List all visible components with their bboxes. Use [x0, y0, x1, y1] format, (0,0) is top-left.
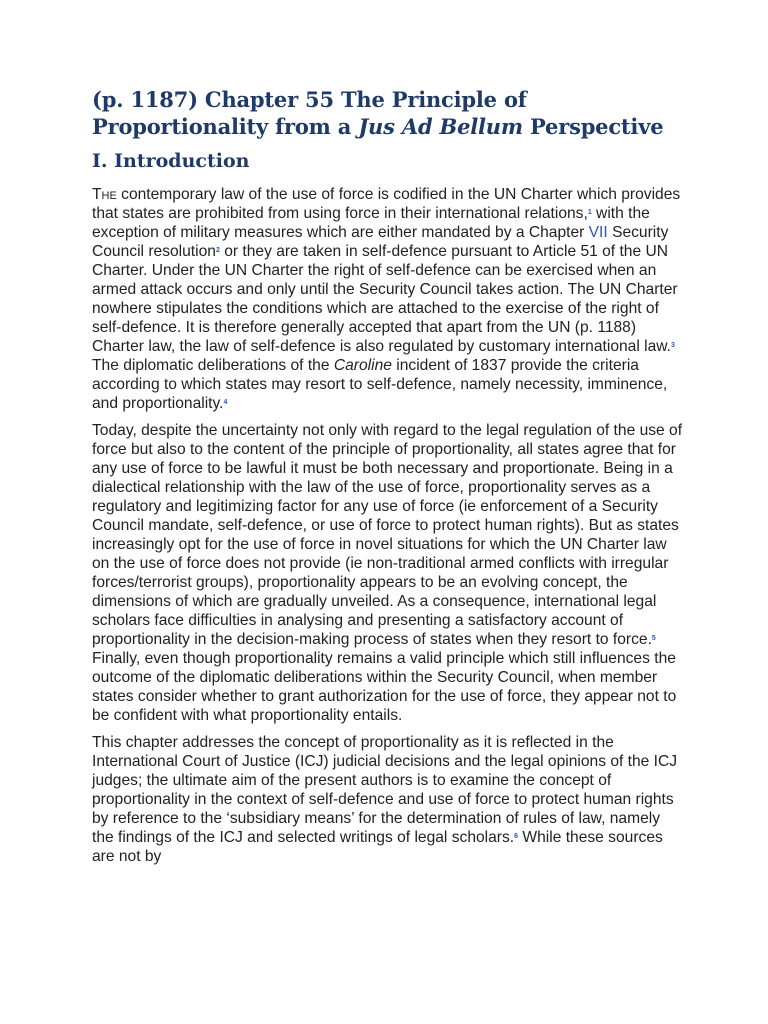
p1-text-3: Security Council resolution — [92, 224, 669, 260]
p3-text-2: While these sources are not by — [92, 829, 663, 865]
paragraph-3 — [92, 733, 684, 866]
document-page — [92, 86, 684, 874]
p2-text-1: Today, despite the uncertainty not only with regard to the legal regulation of the use of force but also to the content of the principle of proportionality, all states agree that for any use of force to be lawful it must be both necessary and proportionate. Being in a dialectical relationship with the law of the use of force, proportionality serves as a regulatory and legitimizing factor for any use of force (ie enforcement of a Security Council mandate, self-defence, or use of force to protect human rights). But as states increasingly opt for the use of force in novel situations for which the UN Charter law on the use of force does not provide (ie non-traditional armed conflicts with irregular forces/terrorist groups), proportionality appears to be an evolving concept, the dimensions of which are gradually unveiled. As a consequence, international legal scholars face difficulties in analysing and presenting a satisfactory account of proportionality in the decision-making process of states when they resort to force. — [92, 422, 683, 648]
chapter-title-italic: Jus Ad Bellum — [358, 114, 523, 139]
dropcap-text: The — [92, 186, 117, 203]
p3-text-1: This chapter addresses the concept of proportionality as it is reflected in the International Court of Justice (ICJ) judicial decisions and the legal opinions of the ICJ judges; the ultimate aim of the present authors is to examine the concept of proportionality in the context of self-defence and use of force to protect human rights by reference to the ‘subsidiary means’ for the determination of rules of law, namely the findings of the ICJ and selected writings of legal scholars. — [92, 734, 678, 846]
p2-text-2: Finally, even though proportionality remains a valid principle which still influences the outcome of the diplomatic deliberations within the Security Council, when member states consider whether to grant authorization for the use of force, they appear not to be confident with what proportionality entails. — [92, 650, 677, 724]
p1-text-5: The diplomatic deliberations of the — [92, 357, 334, 374]
footnote-ref-3[interactable]: 3 — [671, 342, 675, 349]
footnote-ref-4[interactable]: 4 — [223, 399, 228, 406]
paragraph-2 — [92, 421, 684, 725]
footnote-ref-1[interactable]: 1 — [587, 209, 592, 216]
p1-text-1: contemporary law of the use of force is codified in the UN Charter which provides that states are prohibited from using force in their international relations, — [92, 186, 681, 222]
chapter-title-part2: Perspective — [522, 114, 664, 139]
footnote-ref-2[interactable]: 2 — [215, 247, 220, 254]
caroline-italic: Caroline — [333, 357, 392, 374]
section-heading: I. Introduction — [92, 150, 250, 172]
p1-text-2: with the exception of military measures which are either mandated by a Chapter — [92, 205, 650, 241]
p1-text-4: or they are taken in self-defence pursuant to Article 51 of the UN Charter. Under the UN Charter the right of self-defence can be exercised when an armed attack occurs and only until the Security Council takes action. The UN Charter nowhere stipulates the conditions which are attached to the exercise of the right of self-defence. It is therefore generally accepted that apart from the UN (p. 1188) Charter law, the law of self-defence is also regulated by customary international law. — [92, 243, 678, 355]
chapter-title-part1: (p. 1187) Chapter 55 The Principle of Proportionality from a — [92, 87, 527, 139]
p1-text-6: incident of 1837 provide the criteria according to which states may resort to self-defence, namely necessity, imminence, and proportionality. — [92, 357, 668, 412]
chapter-vii-link[interactable]: VII — [588, 224, 608, 241]
footnote-ref-6[interactable]: 6 — [514, 833, 519, 840]
chapter-title — [92, 86, 684, 140]
paragraph-1 — [92, 185, 684, 413]
footnote-ref-5[interactable]: 5 — [651, 635, 656, 642]
